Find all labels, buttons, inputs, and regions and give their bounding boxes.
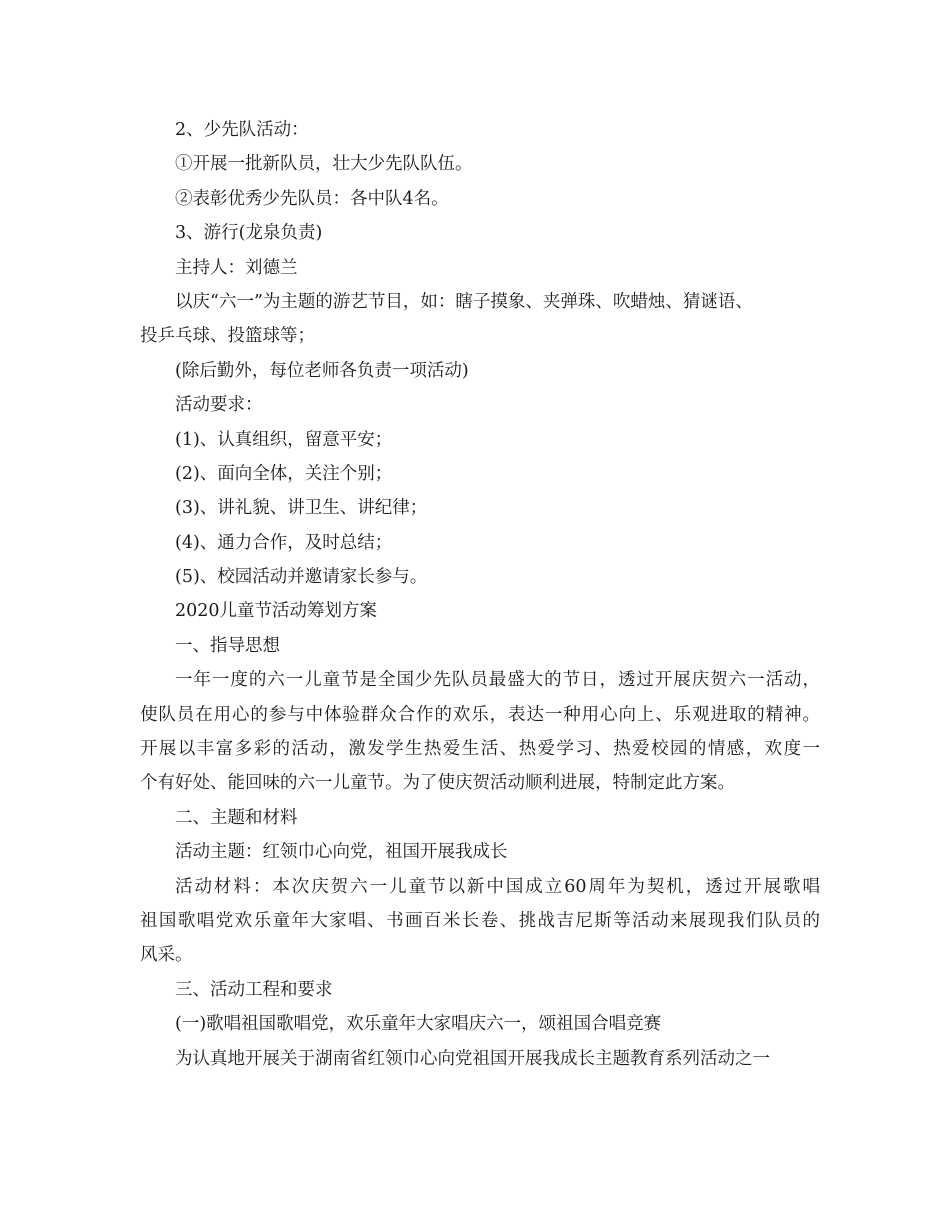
text-line: ①开展一批新队员，壮大少先队队伍。 (175, 154, 473, 175)
text-line: 活动主题：红领巾心向党，祖国开展我成长 (175, 842, 508, 863)
text-line: 以庆“六一”为主题的游艺节目，如：瞎子摸象、夹弹珠、吹蜡烛、猜谜语、 (175, 291, 753, 312)
text-line: (一)歌唱祖国歌唱党，欢乐童年大家唱庆六一，颂祖国合唱竞赛 (175, 1014, 662, 1035)
text-line: 为认真地开展关于湖南省红领巾心向党祖国开展我成长主题教育系列活动之一 (175, 1048, 770, 1069)
text-line: 风采。 (140, 945, 193, 966)
text-line: 个有好处、能回味的六一儿童节。为了使庆贺活动顺利进展，特制定此方案。 (140, 773, 735, 794)
text-line: 使队员在用心的参与中体验群众合作的欢乐，表达一种用心向上、乐观进取的精神。 (140, 704, 820, 725)
text-line: 3、游行(龙泉负责) (175, 223, 323, 244)
text-line: 投乒乓球、投篮球等； (140, 326, 315, 347)
text-line: 祖国歌唱党欢乐童年大家唱、书画百米长卷、挑战吉尼斯等活动来展现我们队员的 (140, 910, 820, 931)
text-line: (5)、校园活动并邀请家长参与。 (175, 567, 428, 588)
text-line: 2、少先队活动： (175, 120, 309, 140)
text-line: (除后勤外，每位老师各负责一项活动) (175, 360, 469, 381)
text-line: 活动材料：本次庆贺六一儿童节以新中国成立60周年为契机，透过开展歌唱 (175, 876, 820, 897)
text-line: (3)、讲礼貌、讲卫生、讲纪律； (175, 498, 428, 519)
text-line: (2)、面向全体，关注个别； (175, 463, 393, 484)
text-line: (1)、认真组织，留意平安； (175, 429, 393, 450)
text-line: (4)、通力合作，及时总结； (175, 532, 393, 553)
text-line: 开展以丰富多彩的活动，激发学生热爱生活、热爱学习、热爱校园的情感，欢度一 (140, 739, 820, 760)
text-line: 一年一度的六一儿童节是全国少先队员最盛大的节日，透过开展庆贺六一活动， (175, 670, 820, 691)
text-line: ②表彰优秀少先队员：各中队4名。 (175, 188, 449, 209)
text-line: 二、主题和材料 (175, 807, 298, 828)
text-line: 一、指导思想 (175, 635, 280, 656)
text-line: 2020儿童节活动筹划方案 (175, 601, 378, 622)
document-body (140, 113, 820, 1076)
text-line: 三、活动工程和要求 (175, 979, 333, 1000)
text-line: 主持人：刘德兰 (175, 257, 298, 278)
text-line: 活动要求： (175, 395, 263, 416)
